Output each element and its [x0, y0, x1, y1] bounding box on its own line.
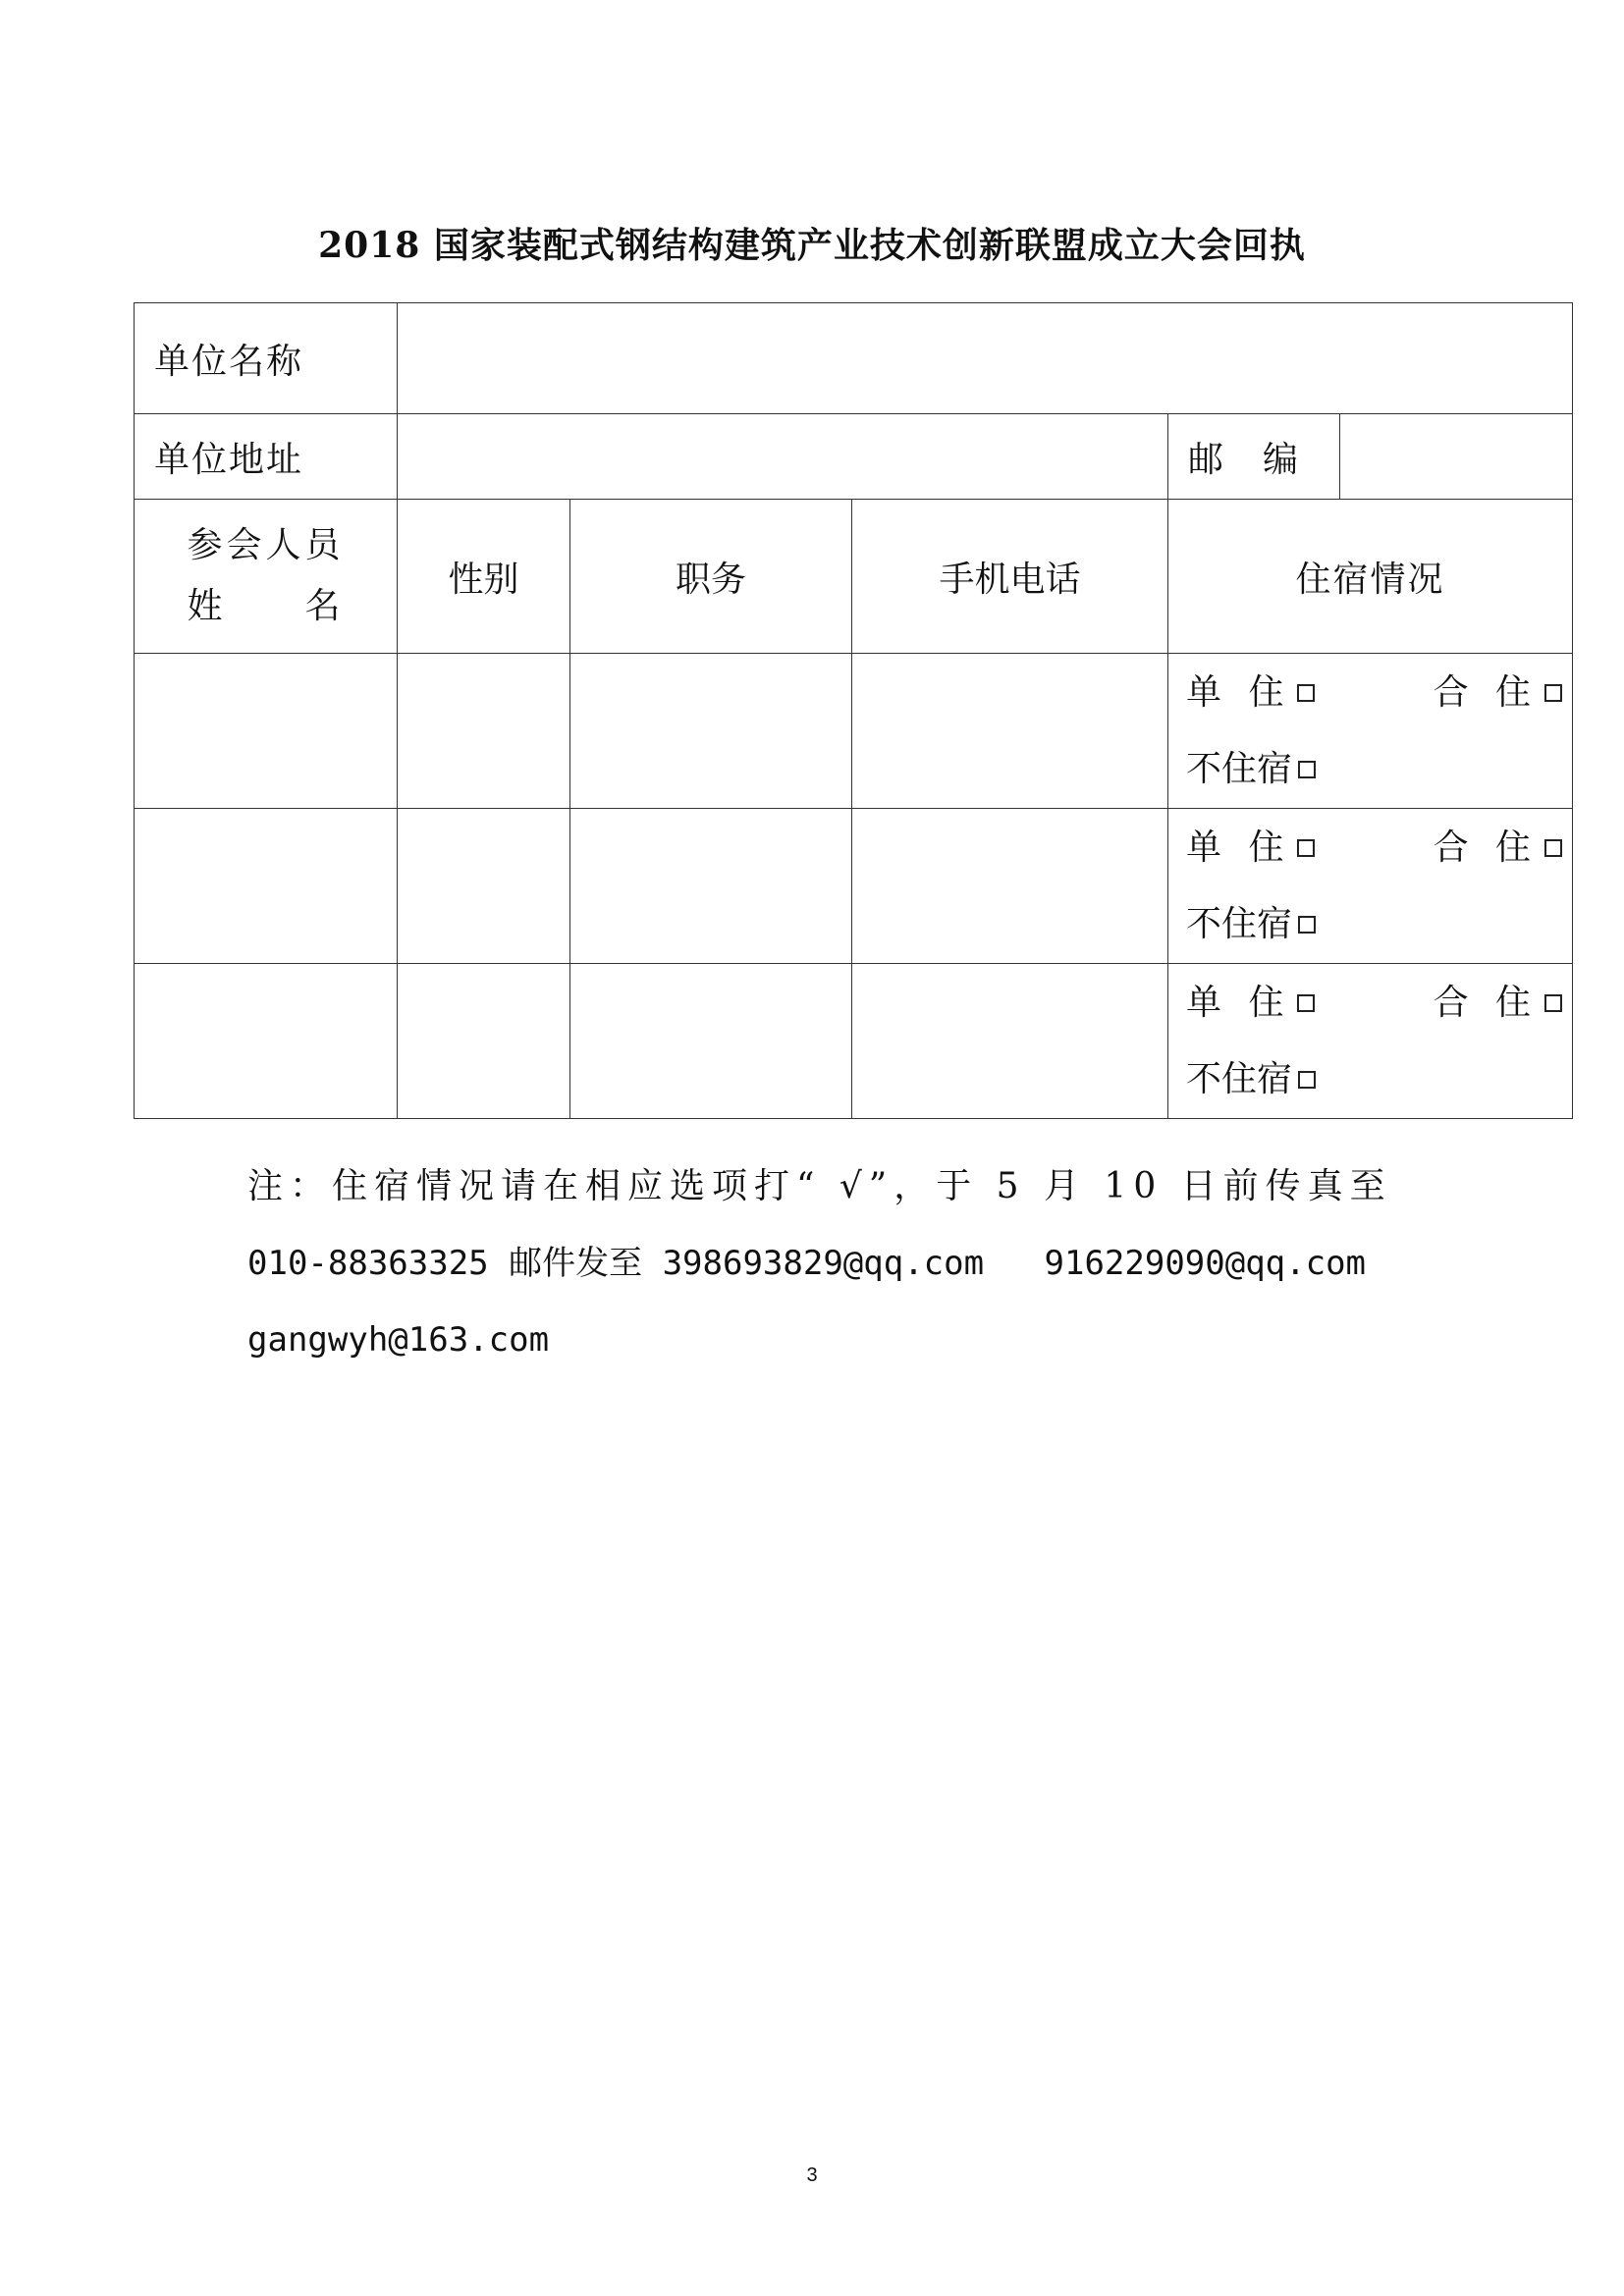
single-room-option[interactable]: 单 住: [1186, 655, 1315, 731]
checkbox-icon[interactable]: [1298, 1071, 1316, 1089]
registration-form-table: [134, 302, 1573, 1119]
attendee-name-cell[interactable]: [135, 964, 398, 1119]
page-title: 2018 国家装配式钢结构建筑产业技术创新联盟成立大会回执: [318, 225, 1306, 266]
unit-name-label: 单位名称: [135, 303, 398, 414]
position-header: 职务: [570, 500, 852, 654]
unit-name-row: [135, 303, 1573, 414]
no-accommodation-option[interactable]: 不住宿: [1186, 904, 1316, 944]
no-accommodation-option[interactable]: 不住宿: [1186, 1059, 1316, 1099]
gender-cell[interactable]: [398, 654, 570, 809]
single-room-option[interactable]: 单 住: [1186, 810, 1315, 886]
checkbox-icon[interactable]: [1297, 839, 1315, 857]
accommodation-cell: [1168, 654, 1573, 809]
attendee-name-header: [135, 500, 398, 654]
mobile-cell[interactable]: [852, 809, 1168, 964]
position-cell[interactable]: [570, 809, 852, 964]
attendee-row: [135, 654, 1573, 809]
gender-cell[interactable]: [398, 809, 570, 964]
position-cell[interactable]: [570, 964, 852, 1119]
note-line2: 010-88363325 邮件发至 398693829@qq.com 916229090@qq.com: [247, 1244, 1367, 1283]
postcode-label: 邮 编: [1168, 414, 1340, 500]
unit-name-field[interactable]: [398, 303, 1573, 414]
gender-header: 性别: [398, 500, 570, 654]
shared-room-option[interactable]: 合 住: [1434, 655, 1562, 731]
gender-cell[interactable]: [398, 964, 570, 1119]
checkbox-icon[interactable]: [1544, 684, 1562, 702]
note-line3: gangwyh@163.com: [247, 1320, 550, 1360]
mobile-cell[interactable]: [852, 964, 1168, 1119]
mobile-header: 手机电话: [852, 500, 1168, 654]
attendee-row: [135, 964, 1573, 1119]
attendee-name-cell[interactable]: [135, 654, 398, 809]
attendee-name-cell[interactable]: [135, 809, 398, 964]
position-cell[interactable]: [570, 654, 852, 809]
unit-address-field[interactable]: [398, 414, 1168, 500]
shared-room-option[interactable]: 合 住: [1434, 965, 1562, 1041]
checkbox-icon[interactable]: [1298, 916, 1316, 934]
accommodation-cell: [1168, 964, 1573, 1119]
attendee-header-line2: 姓 名: [187, 586, 345, 626]
unit-address-label: 单位地址: [135, 414, 398, 500]
accommodation-cell: [1168, 809, 1573, 964]
shared-room-option[interactable]: 合 住: [1434, 810, 1562, 886]
checkbox-icon[interactable]: [1544, 839, 1562, 857]
page-number: 3: [806, 2164, 818, 2186]
checkbox-icon[interactable]: [1297, 994, 1315, 1012]
mobile-cell[interactable]: [852, 654, 1168, 809]
no-accommodation-option[interactable]: 不住宿: [1186, 749, 1316, 789]
checkbox-icon[interactable]: [1297, 684, 1315, 702]
unit-address-row: [135, 414, 1573, 500]
accommodation-header: 住宿情况: [1168, 500, 1573, 654]
header-row: [135, 500, 1573, 654]
postcode-field[interactable]: [1340, 414, 1573, 500]
checkbox-icon[interactable]: [1544, 994, 1562, 1012]
attendee-header-line1: 参会人员: [187, 525, 345, 565]
note-section: [247, 1148, 1406, 1378]
single-room-option[interactable]: 单 住: [1186, 965, 1315, 1041]
note-line1: 注：住宿情况请在相应选项打“ √”，于 5 月 10 日前传真至: [247, 1166, 1392, 1206]
checkbox-icon[interactable]: [1298, 761, 1316, 778]
attendee-row: [135, 809, 1573, 964]
